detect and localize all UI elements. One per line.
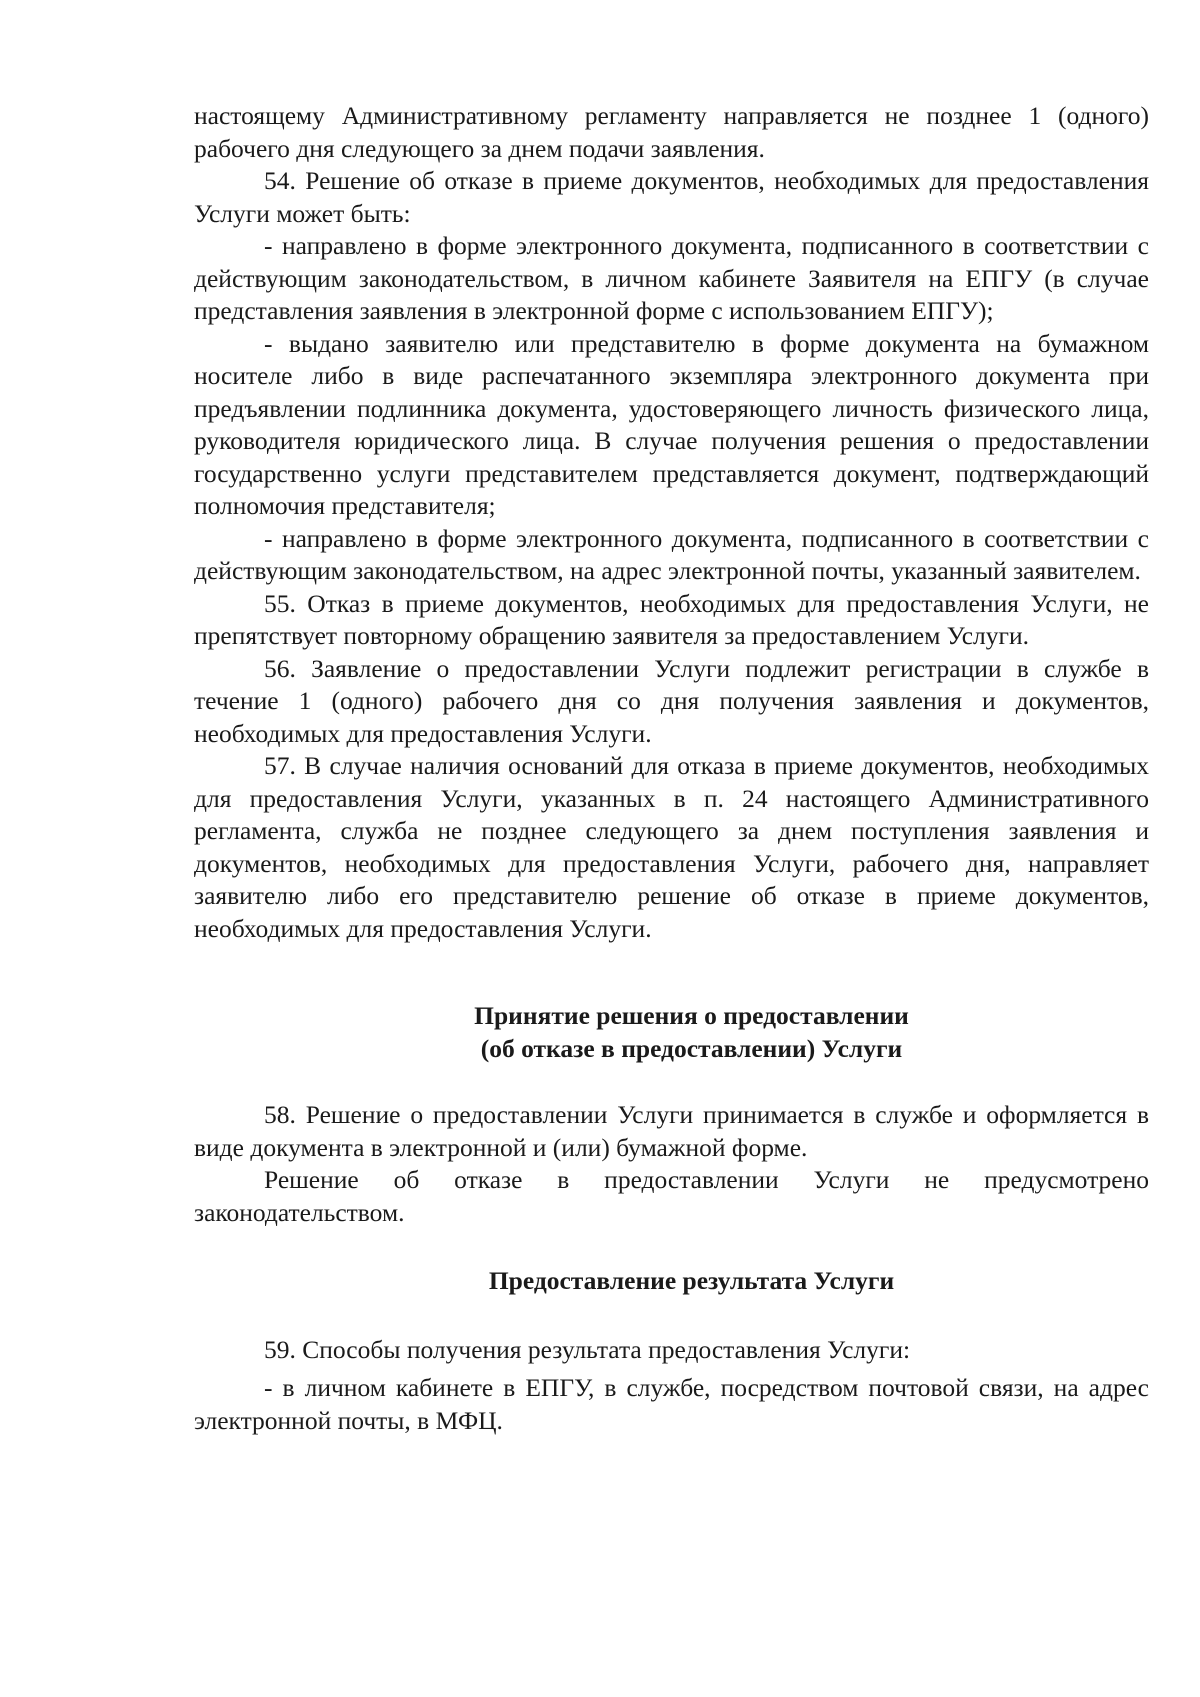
- paragraph-54-item-paper: - выдано заявителю или представителю в форме документа на бумажном носителе либо в виде распечатанного экземпляра электронного документа при предъявлении подлинника документа, удостоверяющего личность физического лица, руководителя юридического лица. В случае получения решения о предоставлении государственно услуги представителем представляется документ, подтверждающий полномочия представителя;: [194, 328, 1149, 520]
- paragraph-59-item: - в личном кабинете в ЕПГУ, в службе, посредством почтовой связи, на адрес электронной почты, в МФЦ.: [194, 1373, 1149, 1435]
- paragraph-54-item-epgu: - направлено в форме электронного документа, подписанного в соответствии с действующим законодательством, в личном кабинете Заявителя на ЕПГУ (в случае представления заявления в электронной форме с использованием ЕПГУ);: [194, 231, 1149, 325]
- paragraph-continuation: настоящему Административному регламенту направляется не позднее 1 (одного) рабочего дня следующего за днем подачи заявления.: [194, 101, 1149, 163]
- paragraph-54: 54. Решение об отказе в приеме документов, необходимых для предоставления Услуги может быть:: [194, 166, 1149, 228]
- section-heading-result: Предоставление результата Услуги: [488, 1266, 895, 1295]
- paragraph-58: 58. Решение о предоставлении Услуги принимается в службе и оформляется в виде документа в электронной и (или) бумажной форме.: [194, 1100, 1149, 1162]
- paragraph-55: 55. Отказ в приеме документов, необходимых для предоставления Услуги, не препятствует повторному обращению заявителя за предоставлением Услуги.: [194, 588, 1149, 650]
- paragraph-58-refusal: Решение об отказе в предоставлении Услуги не предусмотрено законодательством.: [194, 1165, 1149, 1227]
- paragraph-54-item-email: - направлено в форме электронного документа, подписанного в соответствии с действующим законодательством, на адрес электронной почты, указанный заявителем.: [194, 523, 1149, 585]
- paragraph-57: 57. В случае наличия оснований для отказа в приеме документов, необходимых для предоставления Услуги, указанных в п. 24 настоящего Административного регламента, служба не позднее следующего за днем поступления заявления и документов, необходимых для предоставления Услуги, рабочего дня, направляет заявителю либо его представителю решение об отказе в приеме документов, необходимых для предоставления Услуги.: [194, 751, 1149, 943]
- paragraph-56: 56. Заявление о предоставлении Услуги подлежит регистрации в службе в течение 1 (одного) рабочего дня со дня получения заявления и документов, необходимых для предоставления Услуги.: [194, 653, 1149, 748]
- section-heading-decision-line2: (об отказе в предоставлении) Услуги: [480, 1033, 903, 1063]
- section-heading-decision-line1: Принятие решения о предоставлении: [474, 1001, 909, 1030]
- section-heading-decision: [234, 1000, 1149, 1065]
- paragraph-59: 59. Способы получения результата предоставления Услуги:: [264, 1334, 911, 1364]
- document-body: [194, 100, 1149, 1437]
